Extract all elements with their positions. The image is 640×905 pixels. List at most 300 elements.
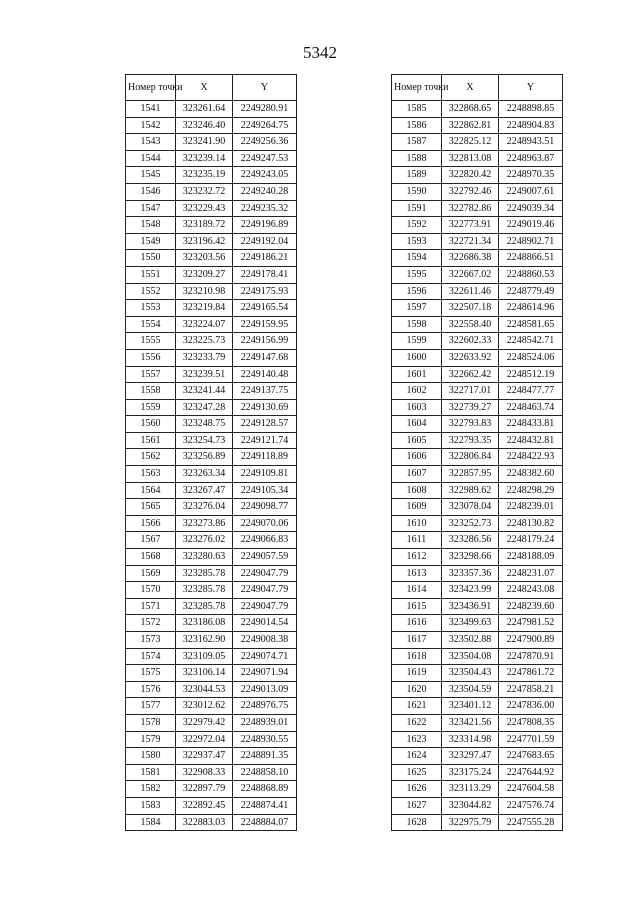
cell-y: 2248581.65 [499, 316, 563, 333]
table-row [126, 549, 297, 566]
cell-point-number: 1599 [392, 333, 442, 350]
cell-point-number: 1573 [126, 632, 176, 649]
cell-y: 2248239.60 [499, 598, 563, 615]
cell-y: 2249070.06 [233, 515, 297, 532]
table-row [126, 598, 297, 615]
table-row [126, 316, 297, 333]
cell-y: 2249105.34 [233, 482, 297, 499]
table-row [392, 134, 563, 151]
table-row [392, 499, 563, 516]
table-row [126, 167, 297, 184]
cell-point-number: 1557 [126, 366, 176, 383]
cell-x: 323298.66 [442, 549, 499, 566]
header-y: Y [233, 75, 297, 101]
cell-x: 323285.78 [176, 565, 233, 582]
cell-y: 2248868.89 [233, 781, 297, 798]
table-row [126, 466, 297, 483]
cell-point-number: 1568 [126, 549, 176, 566]
table-row [392, 731, 563, 748]
cell-point-number: 1619 [392, 665, 442, 682]
cell-x: 323109.05 [176, 648, 233, 665]
cell-x: 322857.95 [442, 466, 499, 483]
table-row [392, 250, 563, 267]
cell-point-number: 1623 [392, 731, 442, 748]
cell-y: 2248898.85 [499, 101, 563, 118]
cell-point-number: 1550 [126, 250, 176, 267]
table-row [392, 714, 563, 731]
cell-x: 323239.51 [176, 366, 233, 383]
cell-x: 322739.27 [442, 399, 499, 416]
cell-point-number: 1572 [126, 615, 176, 632]
cell-y: 2249008.38 [233, 632, 297, 649]
cell-x: 323241.90 [176, 134, 233, 151]
cell-x: 322937.47 [176, 748, 233, 765]
table-row [126, 615, 297, 632]
cell-y: 2249235.32 [233, 200, 297, 217]
table-row [126, 714, 297, 731]
table-row [126, 499, 297, 516]
table-row [392, 432, 563, 449]
table-row [392, 300, 563, 317]
table-row [392, 515, 563, 532]
table-row [392, 449, 563, 466]
cell-y: 2247644.92 [499, 764, 563, 781]
cell-y: 2248939.01 [233, 714, 297, 731]
cell-y: 2248243.08 [499, 582, 563, 599]
cell-x: 322979.42 [176, 714, 233, 731]
cell-x: 323233.79 [176, 349, 233, 366]
cell-x: 323504.59 [442, 681, 499, 698]
table-row [126, 283, 297, 300]
table-row [392, 681, 563, 698]
cell-x: 323012.62 [176, 698, 233, 715]
cell-x: 323219.84 [176, 300, 233, 317]
cell-point-number: 1566 [126, 515, 176, 532]
cell-point-number: 1563 [126, 466, 176, 483]
cell-y: 2249256.36 [233, 134, 297, 151]
cell-x: 322721.34 [442, 233, 499, 250]
cell-x: 322602.33 [442, 333, 499, 350]
table-row [126, 764, 297, 781]
cell-point-number: 1542 [126, 117, 176, 134]
cell-point-number: 1614 [392, 582, 442, 599]
cell-point-number: 1610 [392, 515, 442, 532]
cell-y: 2249074.71 [233, 648, 297, 665]
cell-point-number: 1624 [392, 748, 442, 765]
cell-y: 2248463.74 [499, 399, 563, 416]
cell-y: 2247836.00 [499, 698, 563, 715]
cell-x: 323314.98 [442, 731, 499, 748]
cell-y: 2249019.46 [499, 217, 563, 234]
cell-point-number: 1564 [126, 482, 176, 499]
cell-point-number: 1593 [392, 233, 442, 250]
table-row [392, 366, 563, 383]
table-row [392, 482, 563, 499]
cell-point-number: 1621 [392, 698, 442, 715]
table-header-row [126, 75, 297, 101]
table-row [126, 101, 297, 118]
cell-y: 2249240.28 [233, 183, 297, 200]
cell-y: 2248860.53 [499, 266, 563, 283]
table-row [126, 449, 297, 466]
cell-x: 323113.29 [442, 781, 499, 798]
table-row [392, 698, 563, 715]
cell-point-number: 1544 [126, 150, 176, 167]
table-row [126, 814, 297, 831]
cell-y: 2249047.79 [233, 598, 297, 615]
cell-y: 2249196.89 [233, 217, 297, 234]
table-row [126, 432, 297, 449]
cell-y: 2248976.75 [233, 698, 297, 715]
cell-point-number: 1575 [126, 665, 176, 682]
table-row [392, 632, 563, 649]
table-row [126, 217, 297, 234]
cell-y: 2248779.49 [499, 283, 563, 300]
cell-point-number: 1627 [392, 797, 442, 814]
cell-y: 2249280.91 [233, 101, 297, 118]
cell-x: 323263.34 [176, 466, 233, 483]
cell-point-number: 1577 [126, 698, 176, 715]
cell-y: 2248902.71 [499, 233, 563, 250]
cell-x: 323248.75 [176, 416, 233, 433]
header-point-number: Номер точки [392, 75, 442, 101]
cell-y: 2249192.04 [233, 233, 297, 250]
cell-y: 2248298.29 [499, 482, 563, 499]
header-x: X [442, 75, 499, 101]
table-row [392, 283, 563, 300]
cell-y: 2248874.41 [233, 797, 297, 814]
table-row [392, 582, 563, 599]
cell-point-number: 1571 [126, 598, 176, 615]
cell-y: 2248524.06 [499, 349, 563, 366]
table-row [392, 781, 563, 798]
cell-point-number: 1555 [126, 333, 176, 350]
cell-x: 323256.89 [176, 449, 233, 466]
cell-point-number: 1552 [126, 283, 176, 300]
table-row [126, 134, 297, 151]
table-row [126, 731, 297, 748]
cell-y: 2249147.68 [233, 349, 297, 366]
cell-point-number: 1556 [126, 349, 176, 366]
cell-point-number: 1611 [392, 532, 442, 549]
table-row [392, 101, 563, 118]
table-row [392, 748, 563, 765]
cell-point-number: 1565 [126, 499, 176, 516]
cell-y: 2248858.10 [233, 764, 297, 781]
table-row [392, 183, 563, 200]
table-row [126, 233, 297, 250]
table-row [392, 333, 563, 350]
cell-point-number: 1613 [392, 565, 442, 582]
cell-y: 2248130.82 [499, 515, 563, 532]
cell-x: 323273.86 [176, 515, 233, 532]
cell-y: 2248963.87 [499, 150, 563, 167]
cell-point-number: 1612 [392, 549, 442, 566]
table-row [126, 532, 297, 549]
cell-x: 323423.99 [442, 582, 499, 599]
cell-y: 2249118.89 [233, 449, 297, 466]
table-row [126, 797, 297, 814]
cell-y: 2249130.69 [233, 399, 297, 416]
cell-y: 2249057.59 [233, 549, 297, 566]
cell-y: 2247861.72 [499, 665, 563, 682]
cell-y: 2248433.81 [499, 416, 563, 433]
cell-x: 322558.40 [442, 316, 499, 333]
table-row [392, 217, 563, 234]
cell-x: 323196.42 [176, 233, 233, 250]
table-row [392, 665, 563, 682]
cell-point-number: 1558 [126, 383, 176, 400]
table-row [126, 565, 297, 582]
cell-y: 2249014.54 [233, 615, 297, 632]
table-row [126, 748, 297, 765]
cell-y: 2248614.96 [499, 300, 563, 317]
table-row [126, 515, 297, 532]
table-row [392, 814, 563, 831]
cell-x: 323285.78 [176, 598, 233, 615]
cell-y: 2248512.19 [499, 366, 563, 383]
table-row [126, 681, 297, 698]
cell-point-number: 1600 [392, 349, 442, 366]
cell-y: 2249137.75 [233, 383, 297, 400]
cell-y: 2248970.35 [499, 167, 563, 184]
cell-x: 322667.02 [442, 266, 499, 283]
cell-x: 323232.72 [176, 183, 233, 200]
cell-y: 2249098.77 [233, 499, 297, 516]
cell-x: 322883.03 [176, 814, 233, 831]
cell-x: 323106.14 [176, 665, 233, 682]
page-number: 5342 [303, 43, 337, 62]
cell-x: 323261.64 [176, 101, 233, 118]
cell-x: 323210.98 [176, 283, 233, 300]
table-row [392, 349, 563, 366]
cell-point-number: 1553 [126, 300, 176, 317]
cell-y: 2248477.77 [499, 383, 563, 400]
cell-point-number: 1603 [392, 399, 442, 416]
cell-point-number: 1549 [126, 233, 176, 250]
cell-x: 323267.47 [176, 482, 233, 499]
cell-point-number: 1583 [126, 797, 176, 814]
cell-x: 322908.33 [176, 764, 233, 781]
cell-point-number: 1589 [392, 167, 442, 184]
cell-point-number: 1545 [126, 167, 176, 184]
cell-x: 323297.47 [442, 748, 499, 765]
table-row [392, 598, 563, 615]
cell-point-number: 1628 [392, 814, 442, 831]
cell-point-number: 1580 [126, 748, 176, 765]
cell-x: 323357.36 [442, 565, 499, 582]
cell-y: 2249175.93 [233, 283, 297, 300]
cell-x: 323203.56 [176, 250, 233, 267]
cell-y: 2249066.83 [233, 532, 297, 549]
cell-point-number: 1578 [126, 714, 176, 731]
cell-point-number: 1602 [392, 383, 442, 400]
cell-x: 323421.56 [442, 714, 499, 731]
cell-x: 323225.73 [176, 333, 233, 350]
cell-y: 2248943.51 [499, 134, 563, 151]
cell-x: 323246.40 [176, 117, 233, 134]
cell-x: 322972.04 [176, 731, 233, 748]
cell-x: 322862.81 [442, 117, 499, 134]
cell-point-number: 1598 [392, 316, 442, 333]
table-row [126, 582, 297, 599]
cell-point-number: 1609 [392, 499, 442, 516]
cell-y: 2247858.21 [499, 681, 563, 698]
cell-point-number: 1601 [392, 366, 442, 383]
cell-y: 2248891.35 [233, 748, 297, 765]
table-row [126, 183, 297, 200]
table-row [126, 266, 297, 283]
cell-x: 322507.18 [442, 300, 499, 317]
table-header-row [392, 75, 563, 101]
cell-point-number: 1604 [392, 416, 442, 433]
cell-y: 2248866.51 [499, 250, 563, 267]
cell-point-number: 1617 [392, 632, 442, 649]
table-row [126, 383, 297, 400]
cell-y: 2249039.34 [499, 200, 563, 217]
cell-y: 2249264.75 [233, 117, 297, 134]
cell-y: 2248904.83 [499, 117, 563, 134]
cell-point-number: 1576 [126, 681, 176, 698]
table-row [392, 549, 563, 566]
cell-y: 2249047.79 [233, 582, 297, 599]
cell-x: 322806.84 [442, 449, 499, 466]
cell-y: 2248231.07 [499, 565, 563, 582]
cell-y: 2249178.41 [233, 266, 297, 283]
cell-x: 323239.14 [176, 150, 233, 167]
cell-y: 2247701.59 [499, 731, 563, 748]
cell-y: 2249156.99 [233, 333, 297, 350]
table-row [126, 200, 297, 217]
cell-y: 2249007.61 [499, 183, 563, 200]
cell-y: 2248542.71 [499, 333, 563, 350]
cell-point-number: 1626 [392, 781, 442, 798]
header-point-number: Номер точки [126, 75, 176, 101]
table-row [392, 565, 563, 582]
cell-point-number: 1567 [126, 532, 176, 549]
cell-x: 322611.46 [442, 283, 499, 300]
cell-point-number: 1607 [392, 466, 442, 483]
table-row [126, 300, 297, 317]
table-row [126, 399, 297, 416]
table-row [126, 781, 297, 798]
cell-y: 2248179.24 [499, 532, 563, 549]
cell-y: 2249165.54 [233, 300, 297, 317]
cell-point-number: 1590 [392, 183, 442, 200]
cell-y: 2248930.55 [233, 731, 297, 748]
table-row [392, 797, 563, 814]
cell-y: 2249243.05 [233, 167, 297, 184]
table-row [392, 648, 563, 665]
cell-x: 323078.04 [442, 499, 499, 516]
cell-y: 2248432.81 [499, 432, 563, 449]
cell-x: 323247.28 [176, 399, 233, 416]
cell-y: 2247576.74 [499, 797, 563, 814]
cell-point-number: 1615 [392, 598, 442, 615]
table-row [392, 416, 563, 433]
cell-x: 322633.92 [442, 349, 499, 366]
cell-x: 323044.53 [176, 681, 233, 698]
cell-y: 2249047.79 [233, 565, 297, 582]
cell-y: 2247555.28 [499, 814, 563, 831]
cell-point-number: 1579 [126, 731, 176, 748]
table-row [126, 150, 297, 167]
table-row [392, 233, 563, 250]
cell-point-number: 1606 [392, 449, 442, 466]
cell-x: 323276.04 [176, 499, 233, 516]
cell-point-number: 1620 [392, 681, 442, 698]
table-row [392, 466, 563, 483]
cell-point-number: 1585 [392, 101, 442, 118]
cell-x: 322897.79 [176, 781, 233, 798]
cell-point-number: 1586 [392, 117, 442, 134]
table-body [392, 101, 563, 831]
cell-x: 323241.44 [176, 383, 233, 400]
cell-point-number: 1543 [126, 134, 176, 151]
cell-x: 322975.79 [442, 814, 499, 831]
cell-y: 2247870.91 [499, 648, 563, 665]
cell-x: 322717.01 [442, 383, 499, 400]
table-row [392, 399, 563, 416]
cell-x: 323209.27 [176, 266, 233, 283]
table-row [392, 316, 563, 333]
cell-x: 322773.91 [442, 217, 499, 234]
cell-x: 323504.43 [442, 665, 499, 682]
cell-x: 322892.45 [176, 797, 233, 814]
cell-y: 2247683.65 [499, 748, 563, 765]
cell-x: 322793.35 [442, 432, 499, 449]
cell-y: 2249121.74 [233, 432, 297, 449]
cell-point-number: 1569 [126, 565, 176, 582]
cell-x: 322868.65 [442, 101, 499, 118]
cell-x: 323189.72 [176, 217, 233, 234]
table-row [392, 117, 563, 134]
cell-x: 323044.82 [442, 797, 499, 814]
cell-x: 323502.88 [442, 632, 499, 649]
cell-x: 323235.19 [176, 167, 233, 184]
cell-point-number: 1584 [126, 814, 176, 831]
cell-y: 2249247.53 [233, 150, 297, 167]
cell-x: 322686.38 [442, 250, 499, 267]
table-row [126, 250, 297, 267]
cell-point-number: 1554 [126, 316, 176, 333]
cell-point-number: 1616 [392, 615, 442, 632]
cell-x: 323499.63 [442, 615, 499, 632]
cell-point-number: 1548 [126, 217, 176, 234]
cell-y: 2248884.07 [233, 814, 297, 831]
header-x: X [176, 75, 233, 101]
table-body [126, 101, 297, 831]
table-row [392, 532, 563, 549]
cell-x: 323229.43 [176, 200, 233, 217]
cell-x: 323224.07 [176, 316, 233, 333]
cell-point-number: 1561 [126, 432, 176, 449]
cell-y: 2249128.57 [233, 416, 297, 433]
cell-point-number: 1541 [126, 101, 176, 118]
table-row [126, 632, 297, 649]
table-row [126, 117, 297, 134]
cell-x: 323252.73 [442, 515, 499, 532]
cell-point-number: 1596 [392, 283, 442, 300]
cell-y: 2248188.09 [499, 549, 563, 566]
cell-y: 2247604.58 [499, 781, 563, 798]
cell-point-number: 1605 [392, 432, 442, 449]
cell-point-number: 1587 [392, 134, 442, 151]
cell-y: 2249109.81 [233, 466, 297, 483]
cell-y: 2247900.89 [499, 632, 563, 649]
table-row [392, 615, 563, 632]
table-row [126, 333, 297, 350]
